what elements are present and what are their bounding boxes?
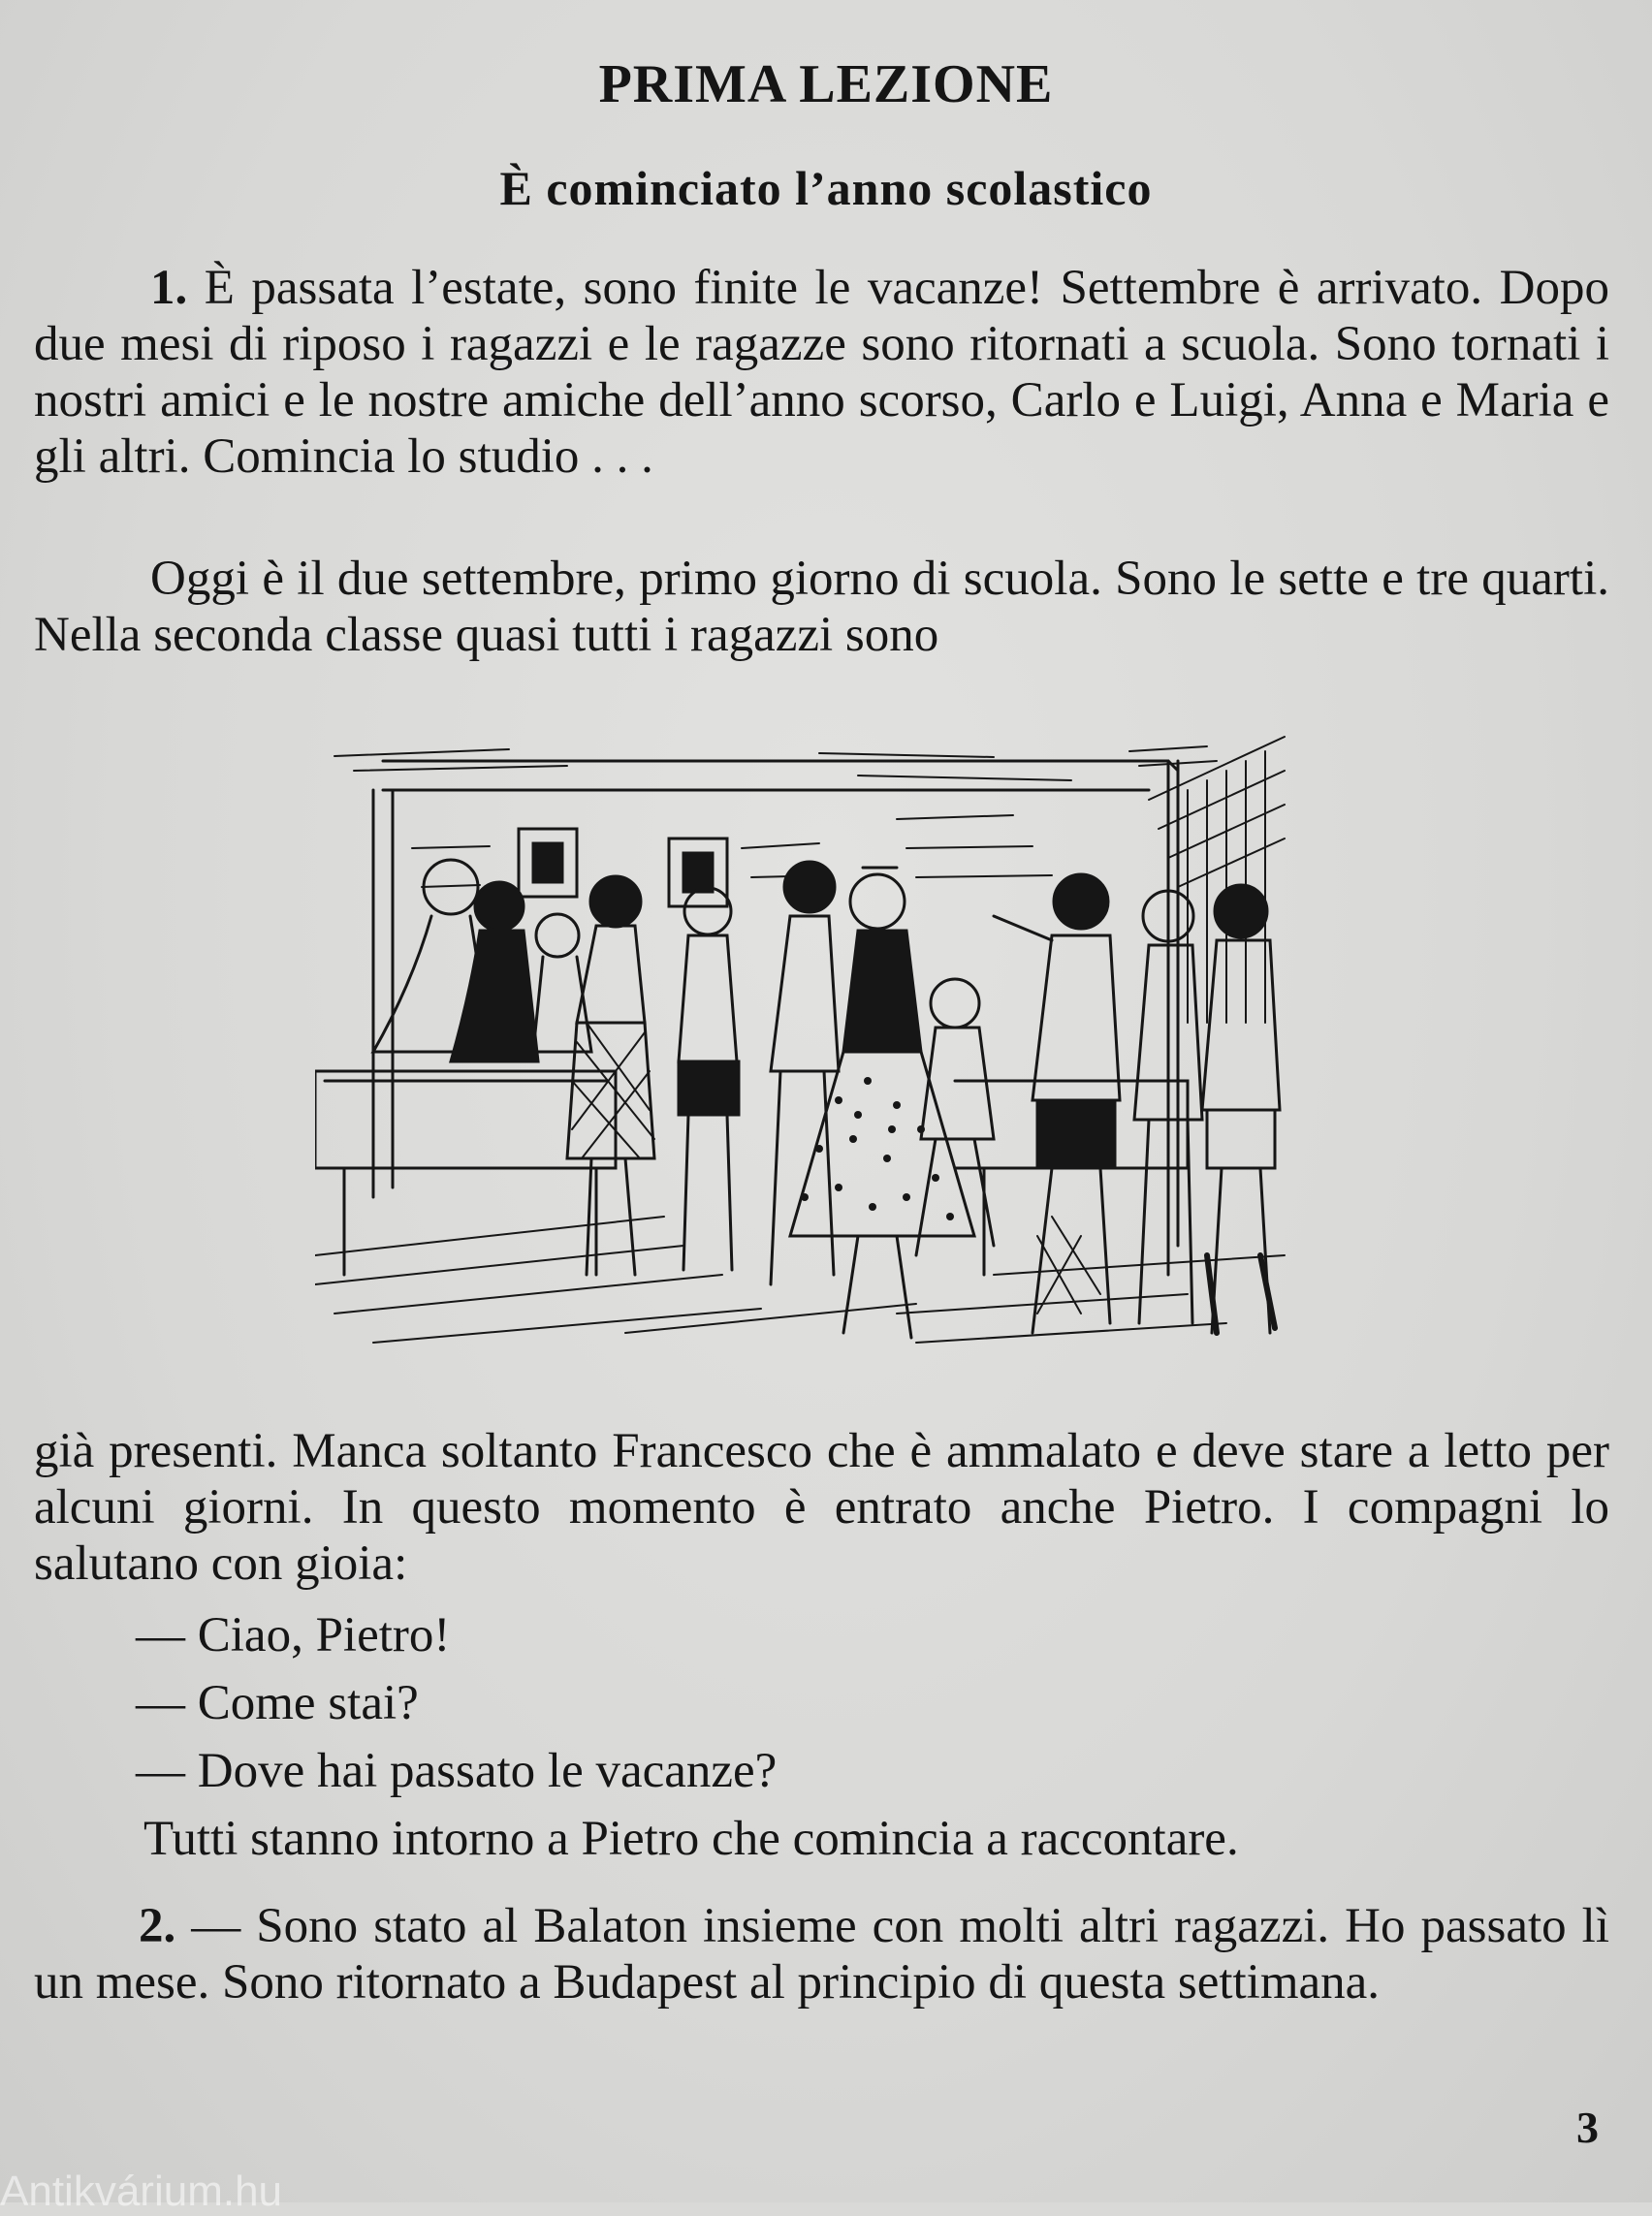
- dialog-line-1: — Ciao, Pietro!: [136, 1608, 451, 1662]
- dialog-line-2: — Come stai?: [136, 1676, 419, 1730]
- paragraph-text: È passata l’estate, sono finite le vacanze! Settembre è arrivato. Dopo due mesi di riposo i ragazzi e le ragazze sono ritornati a scuola. Sono tornati i nostri amici e le nostre amiche dell’anno scorso, Carlo e Luigi, Anna e Maria e gli altri. Comincia lo studio . . .: [34, 261, 1609, 484]
- paragraph-2: Oggi è il due settembre, primo giorno di scuola. Sono le sette e tre quarti. Nella seconda classe quasi tutti i ragazzi sono: [34, 552, 1609, 662]
- paragraph-1: [34, 260, 1609, 485]
- lesson-subtitle: È cominciato l’anno scolastico: [499, 161, 1153, 215]
- paragraph-4: Tutti stanno intorno a Pietro che comincia a raccontare.: [143, 1812, 1239, 1866]
- paragraph-5: [34, 1898, 1609, 2010]
- watermark: Antikvárium.hu: [0, 2168, 283, 2215]
- page-number: 3: [1576, 2103, 1599, 2152]
- paragraph-number: 1.: [150, 261, 188, 315]
- paragraph-3: già presenti. Manca soltanto Francesco che è ammalato e deve stare a letto per alcuni giorni. In questo momento è entrato anche Pietro. I compagni lo salutano con gioia:: [34, 1424, 1609, 1591]
- dialog-line-3: — Dove hai passato le vacanze?: [136, 1744, 778, 1798]
- paragraph-text: — Sono stato al Balaton insieme con molti altri ragazzi. Ho passato lì un mese. Sono ritornato a Budapest al principio di questa settimana.: [34, 1899, 1609, 2010]
- classroom-illustration-icon: [315, 732, 1323, 1362]
- lesson-title: PRIMA LEZIONE: [598, 54, 1054, 114]
- paragraph-number: 2.: [139, 1899, 176, 1953]
